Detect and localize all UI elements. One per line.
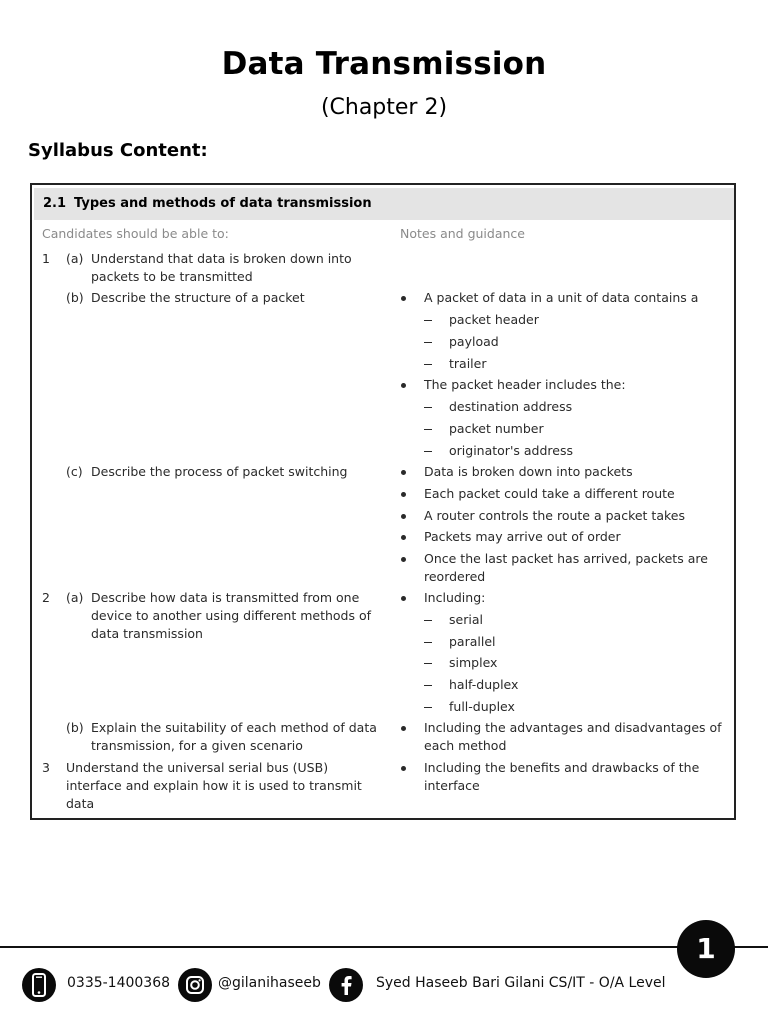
note-text: reordered	[424, 569, 486, 584]
dash-icon	[424, 320, 432, 321]
dash-icon	[424, 364, 432, 365]
item-text: data	[66, 796, 95, 811]
item-text: Understand that data is broken down into	[91, 251, 352, 266]
note-subitem: packet number	[449, 421, 544, 436]
facebook-icon	[329, 968, 363, 1002]
footer-divider	[0, 946, 768, 948]
item-text: Understand the universal serial bus (USB)	[66, 760, 329, 775]
phone-number: 0335-1400368	[67, 975, 171, 991]
section-title: Types and methods of data transmission	[74, 196, 372, 211]
note-subitem: packet header	[449, 312, 539, 327]
note-text: Each packet could take a different route	[424, 486, 675, 501]
section-header	[34, 188, 734, 220]
phone-icon	[22, 968, 56, 1002]
item-text: Describe how data is transmitted from one	[91, 590, 360, 605]
bullet-icon	[401, 492, 406, 497]
bullet-icon	[401, 470, 406, 475]
item-label: (c)	[66, 464, 83, 479]
bullet-icon	[401, 726, 406, 731]
dash-icon	[424, 707, 432, 708]
note-text: Data is broken down into packets	[424, 464, 633, 479]
dash-icon	[424, 429, 432, 430]
item-label: (b)	[66, 720, 84, 735]
bullet-icon	[401, 514, 406, 519]
dash-icon	[424, 620, 432, 621]
section-number: 2.1	[43, 196, 67, 211]
instagram-icon	[178, 968, 212, 1002]
instagram-handle: @gilanihaseeb	[218, 975, 321, 991]
page-number-badge: 1	[677, 920, 735, 978]
bullet-icon	[401, 383, 406, 388]
note-text: A packet of data in a unit of data contains a	[424, 290, 699, 305]
note-text: Including:	[424, 590, 486, 605]
chapter-subtitle: (Chapter 2)	[320, 95, 448, 120]
note-text: interface	[424, 778, 480, 793]
note-subitem: serial	[449, 612, 483, 627]
page-title: Data Transmission	[221, 46, 547, 82]
syllabus-table	[30, 183, 736, 820]
item-number: 3	[42, 760, 50, 775]
note-text: A router controls the route a packet takes	[424, 508, 685, 523]
item-text: Describe the process of packet switching	[91, 464, 348, 479]
note-text: The packet header includes the:	[424, 377, 626, 392]
syllabus-heading: Syllabus Content:	[28, 140, 208, 161]
note-subitem: half-duplex	[449, 677, 519, 692]
item-text: Describe the structure of a packet	[91, 290, 305, 305]
note-text: Including the benefits and drawbacks of the	[424, 760, 700, 775]
item-text: device to another using different methods of	[91, 608, 372, 623]
item-label: (b)	[66, 290, 84, 305]
note-text: each method	[424, 738, 507, 753]
dash-icon	[424, 663, 432, 664]
item-text: packets to be transmitted	[91, 269, 253, 284]
note-subitem: parallel	[449, 634, 496, 649]
note-subitem: full-duplex	[449, 699, 515, 714]
bullet-icon	[401, 535, 406, 540]
dash-icon	[424, 451, 432, 452]
dash-icon	[424, 642, 432, 643]
note-subitem: destination address	[449, 399, 573, 414]
author-name: Syed Haseeb Bari Gilani CS/IT - O/A Level	[376, 975, 666, 991]
item-text: interface and explain how it is used to transmit	[66, 778, 362, 793]
dash-icon	[424, 342, 432, 343]
item-label: (a)	[66, 590, 84, 605]
note-text: Once the last packet has arrived, packets are	[424, 551, 708, 566]
bullet-icon	[401, 766, 406, 771]
note-text: Packets may arrive out of order	[424, 529, 621, 544]
item-text: transmission, for a given scenario	[91, 738, 303, 753]
note-subitem: originator's address	[449, 443, 573, 458]
item-text: data transmission	[91, 626, 203, 641]
item-label: (a)	[66, 251, 84, 266]
bullet-icon	[401, 596, 406, 601]
note-subitem: payload	[449, 334, 499, 349]
item-number: 2	[42, 590, 50, 605]
col-right-header: Notes and guidance	[400, 226, 525, 241]
dash-icon	[424, 407, 432, 408]
item-text: Explain the suitability of each method of data	[91, 720, 377, 735]
item-number: 1	[42, 251, 50, 266]
bullet-icon	[401, 557, 406, 562]
note-text: Including the advantages and disadvantages of	[424, 720, 722, 735]
note-subitem: trailer	[449, 356, 487, 371]
note-subitem: simplex	[449, 655, 498, 670]
col-left-header: Candidates should be able to:	[42, 226, 229, 241]
dash-icon	[424, 685, 432, 686]
bullet-icon	[401, 296, 406, 301]
